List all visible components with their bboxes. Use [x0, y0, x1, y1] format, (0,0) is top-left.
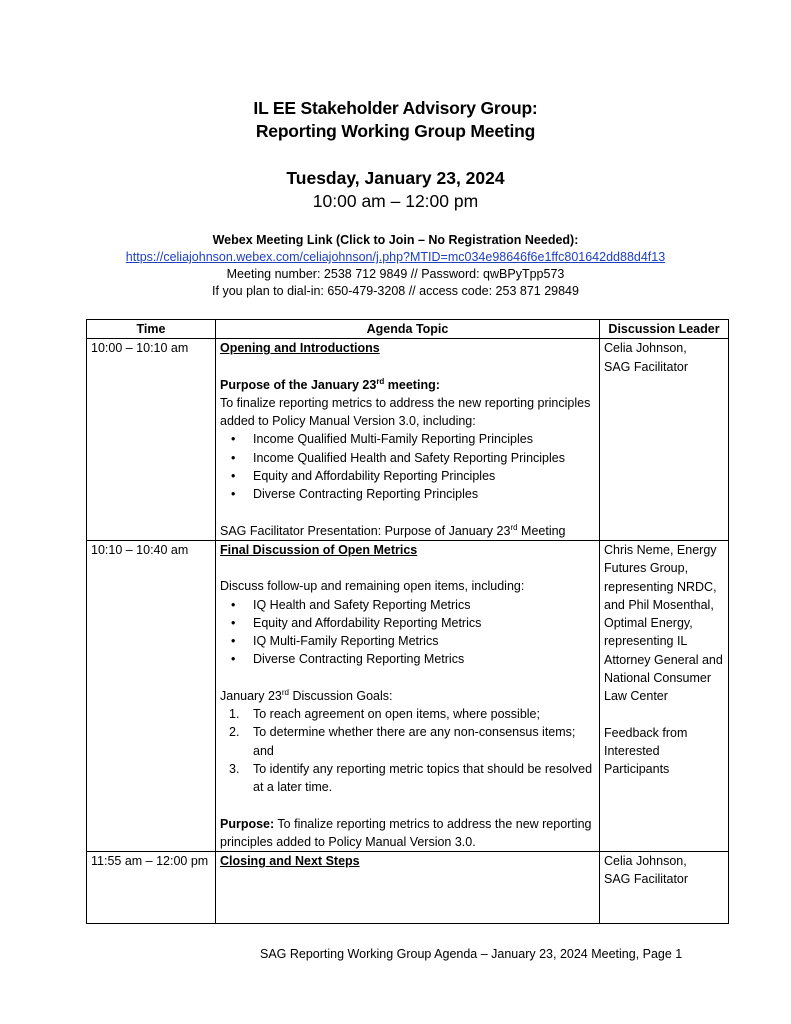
list-item: • IQ Health and Safety Reporting Metrics	[253, 596, 595, 614]
goals-list	[220, 705, 595, 796]
row-time: 11:55 am – 12:00 pm	[87, 852, 216, 924]
leader-names: Chris Neme, Energy Futures Group, representing NRDC, and Phil Mosenthal, Optimal Energy, representing IL Attorney General and National Consumer Law Center	[604, 542, 723, 704]
row-time: 10:10 – 10:40 am	[87, 540, 216, 851]
discussion-intro: Discuss follow-up and remaining open items, including:	[220, 579, 525, 594]
meeting-number-password: Meeting number: 2538 712 9849 // Password: qwBPyTpp573	[226, 267, 565, 281]
title-line-2: Reporting Working Group Meeting	[255, 121, 536, 141]
purpose-heading: Purpose of the January 23rd meeting:	[220, 376, 440, 392]
goals-heading: January 23rd Discussion Goals:	[220, 687, 393, 703]
row-topic	[216, 540, 600, 851]
topic-heading: Opening and Introductions	[220, 341, 380, 356]
header-discussion-leader: Discussion Leader	[600, 320, 729, 339]
list-item: • Equity and Affordability Reporting Metrics	[253, 614, 595, 632]
list-item: • Income Qualified Multi-Family Reporting Principles	[253, 430, 595, 448]
list-item: • Diverse Contracting Reporting Principles	[253, 485, 595, 503]
facilitator-presentation: SAG Facilitator Presentation: Purpose of January 23rd Meeting	[220, 522, 566, 538]
table-header-row	[87, 320, 729, 339]
agenda-table	[86, 319, 729, 924]
metrics-list	[220, 596, 595, 669]
table-row	[87, 540, 729, 851]
topic-heading: Final Discussion of Open Metrics	[220, 542, 418, 557]
list-item: 3. To identify any reporting metric topics that should be resolved at a later time.	[229, 761, 593, 795]
document-title	[0, 97, 791, 143]
leader-feedback: Feedback from Interested Participants	[604, 725, 688, 777]
list-item: 2. To determine whether there are any non-consensus items; and	[229, 725, 576, 758]
table-row	[87, 339, 729, 541]
purpose-paragraph: To finalize reporting metrics to address the new reporting principles added to Policy Manual Version 3.0, including:	[220, 395, 591, 429]
row-leader: Celia Johnson, SAG Facilitator	[600, 852, 729, 924]
list-item: • Income Qualified Health and Safety Reporting Principles	[253, 449, 595, 467]
row-topic	[216, 852, 600, 924]
page-footer: SAG Reporting Working Group Agenda – January 23, 2024 Meeting, Page 1	[260, 947, 683, 961]
topic-heading: Closing and Next Steps	[220, 854, 360, 869]
row-topic	[216, 339, 600, 541]
row-time: 10:00 – 10:10 am	[87, 339, 216, 541]
purpose-statement: Purpose: To finalize reporting metrics to address the new reporting principles added to Policy Manual Version 3.0.	[220, 816, 592, 849]
title-line-1: IL EE Stakeholder Advisory Group:	[253, 98, 538, 118]
list-item: 1. To reach agreement on open items, where possible;	[229, 707, 540, 722]
meeting-time: 10:00 am – 12:00 pm	[312, 191, 479, 211]
dial-in-info: If you plan to dial-in: 650-479-3208 // access code: 253 871 29849	[212, 284, 579, 298]
row-leader	[600, 540, 729, 851]
webex-link[interactable]: https://celiajohnson.webex.com/celiajohnson/j.php?MTID=mc034e98646f6e1ffc801642dd88d4f13	[125, 250, 666, 264]
list-item: • Diverse Contracting Reporting Metrics	[253, 650, 595, 668]
header-agenda-topic: Agenda Topic	[216, 320, 600, 339]
list-item: • IQ Multi-Family Reporting Metrics	[253, 632, 595, 650]
webex-info	[0, 232, 791, 300]
table-row	[87, 852, 729, 924]
principles-list	[220, 430, 595, 503]
meeting-date: Tuesday, January 23, 2024	[286, 168, 505, 188]
webex-label: Webex Meeting Link (Click to Join – No Registration Needed):	[212, 233, 579, 247]
list-item: • Equity and Affordability Reporting Principles	[253, 467, 595, 485]
header-time: Time	[87, 320, 216, 339]
row-leader: Celia Johnson, SAG Facilitator	[600, 339, 729, 541]
